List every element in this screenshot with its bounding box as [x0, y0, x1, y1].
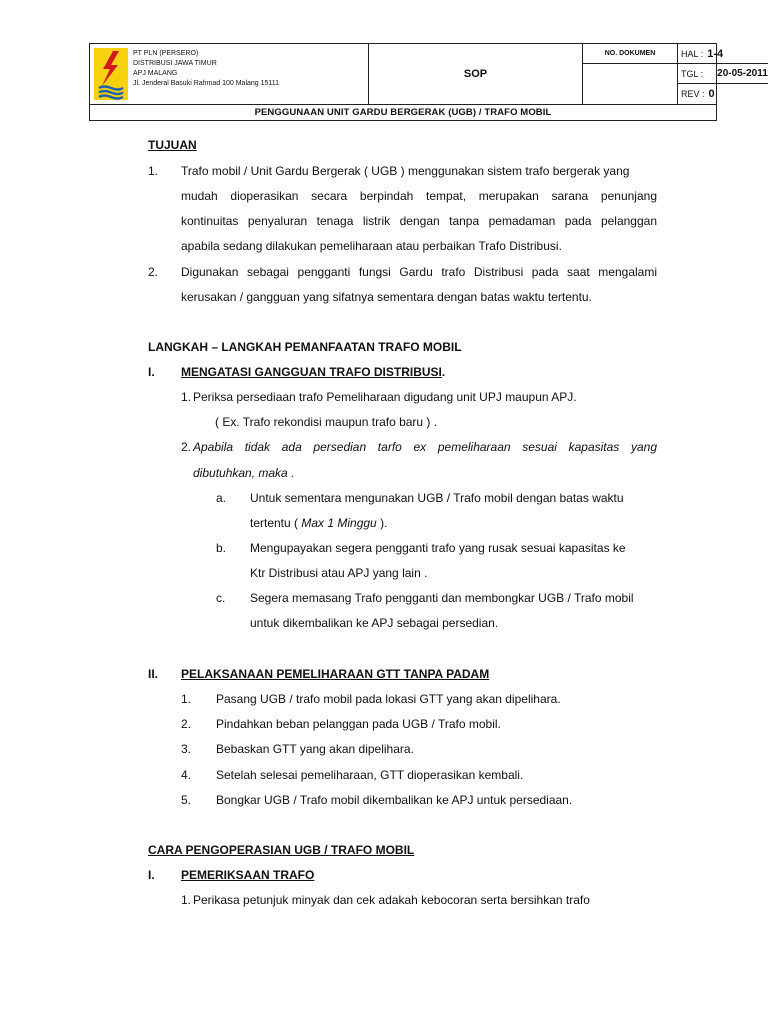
hal-value: 1-4 [707, 47, 724, 60]
company-cell [90, 44, 369, 104]
section-2-number: II. [148, 667, 159, 681]
subitem-a-line-2 [250, 516, 387, 530]
document-header [89, 43, 768, 121]
subitem-a-line-2-post: ). [376, 516, 388, 530]
langkah-heading: LANGKAH – LANGKAH PEMANFAATAN TRAFO MOBIL [148, 340, 462, 354]
section-1-item-1-line-2: ( Ex. Trafo rekondisi maupun trafo baru ) . [215, 415, 438, 429]
section-2-item-2-number: 2. [181, 717, 192, 731]
cara-heading: CARA PENGOPERASIAN UGB / TRAFO MOBIL [148, 843, 415, 857]
tujuan-item-2-line-1: Digunakan sebagai pengganti fungsi Gardu trafo Distribusi pada saat mengalami [181, 265, 657, 279]
company-name: PT PLN (PERSERO) [133, 50, 199, 57]
rev-row [678, 84, 768, 104]
section-1-title: MENGATASI GANGGUAN TRAFO DISTRIBUSI [181, 365, 442, 379]
subitem-c-line-1: Segera memasang Trafo pengganti dan membongkar UGB / Trafo mobil [250, 591, 634, 605]
cara-section-1-title: PEMERIKSAAN TRAFO [181, 868, 315, 882]
rev-label: REV : [681, 89, 705, 99]
tujuan-item-1-line-1: Trafo mobil / Unit Gardu Bergerak ( UGB ) menggunakan sistem trafo bergerak yang [181, 164, 630, 178]
subitem-c-letter: c. [216, 591, 226, 605]
section-2-item-5-text: Bongkar UGB / Trafo mobil dikembalikan ke APJ untuk persediaan. [216, 793, 573, 807]
hal-row [678, 44, 768, 64]
tujuan-heading: TUJUAN [148, 138, 197, 152]
section-1-item-2-line-1: Apabila tidak ada persedian tarfo ex pemeliharaan sesuai kapasitas yang [193, 440, 657, 454]
company-address [133, 49, 279, 89]
section-2-item-2-text: Pindahkan beban pelanggan pada UGB / Trafo mobil. [216, 717, 501, 731]
section-2-item-4-number: 4. [181, 768, 192, 782]
section-2-item-4-text: Setelah selesai pemeliharaan, GTT dioperasikan kembali. [216, 768, 524, 782]
subitem-a-line-2-italic: Max 1 Minggu [301, 516, 377, 530]
tgl-row [678, 64, 768, 84]
subitem-a-line-1: Untuk sementara mengunakan UGB / Trafo mobil dengan batas waktu [250, 491, 624, 505]
section-2-title: PELAKSANAAN PEMELIHARAAN GTT TANPA PADAM [181, 667, 490, 681]
tujuan-item-2-number: 2. [148, 265, 159, 279]
tujuan-item-2-line-2: kerusakan / gangguan yang sifatnya sementara dengan batas waktu tertentu. [181, 290, 592, 304]
cara-item-1-number: 1. [181, 893, 192, 907]
subitem-a-letter: a. [216, 491, 227, 505]
company-street: Jl. Jenderal Basuki Rahmad 100 Malang 15111 [133, 80, 280, 87]
tujuan-item-1-number: 1. [148, 164, 159, 178]
doc-type: SOP [369, 44, 583, 104]
subitem-b-line-2: Ktr Distribusi atau APJ yang lain . [250, 566, 428, 580]
section-2-item-1-text: Pasang UGB / trafo mobil pada lokasi GTT yang akan dipelihara. [216, 692, 561, 706]
section-2-item-5-number: 5. [181, 793, 192, 807]
section-1-item-2-line-2: dibutuhkan, maka . [193, 466, 295, 480]
tgl-label: TGL : [681, 68, 704, 79]
section-1-title-row [181, 365, 445, 379]
rev-value: 0 [708, 88, 715, 100]
subitem-b-line-1: Mengupayakan segera pengganti trafo yang rusak sesuai kapasitas ke [250, 541, 626, 555]
section-2-item-1-number: 1. [181, 692, 192, 706]
tujuan-item-1-line-2: mudah dioperasikan secara berpindah tempat, merupakan sarana penunjang [181, 189, 657, 203]
no-dokumen-value [583, 64, 678, 104]
section-1-item-1-number: 1. [181, 390, 192, 404]
subitem-c-line-2: untuk dikembalikan ke APJ sebagai persedian. [250, 616, 499, 630]
tujuan-item-1-line-4: apabila sedang dilakukan pemeliharaan atau perbaikan Trafo Distribusi. [181, 239, 562, 253]
hal-label: HAL : [681, 48, 704, 59]
section-1-number: I. [148, 365, 155, 379]
subitem-b-letter: b. [216, 541, 227, 555]
section-1-item-1-line-1: Periksa persediaan trafo Pemeliharaan digudang unit UPJ maupun APJ. [193, 390, 577, 404]
tgl-value: 20-05-2011 [717, 68, 768, 79]
document-title: PENGGUNAAN UNIT GARDU BERGERAK (UGB) / TRAFO MOBIL [90, 104, 716, 120]
cara-item-1-text: Perikasa petunjuk minyak dan cek adakah kebocoran serta bersihkan trafo [193, 893, 590, 907]
section-2-item-3-number: 3. [181, 742, 192, 756]
section-1-item-2-number: 2. [181, 440, 192, 454]
section-1-title-suffix: . [441, 365, 446, 379]
company-unit: APJ MALANG [133, 70, 178, 77]
section-2-item-3-text: Bebaskan GTT yang akan dipelihara. [216, 742, 414, 756]
subitem-a-line-2-pre: tertentu ( [250, 516, 302, 530]
cara-section-1-number: I. [148, 868, 155, 882]
tujuan-item-1-line-3: kontinuitas penyaluran tenaga listrik dengan tanpa pemadaman pada pelanggan [181, 214, 657, 228]
company-division: DISTRIBUSI JAWA TIMUR [133, 60, 217, 67]
pln-logo-icon [94, 48, 128, 100]
no-dokumen-label: NO. DOKUMEN [583, 44, 678, 64]
